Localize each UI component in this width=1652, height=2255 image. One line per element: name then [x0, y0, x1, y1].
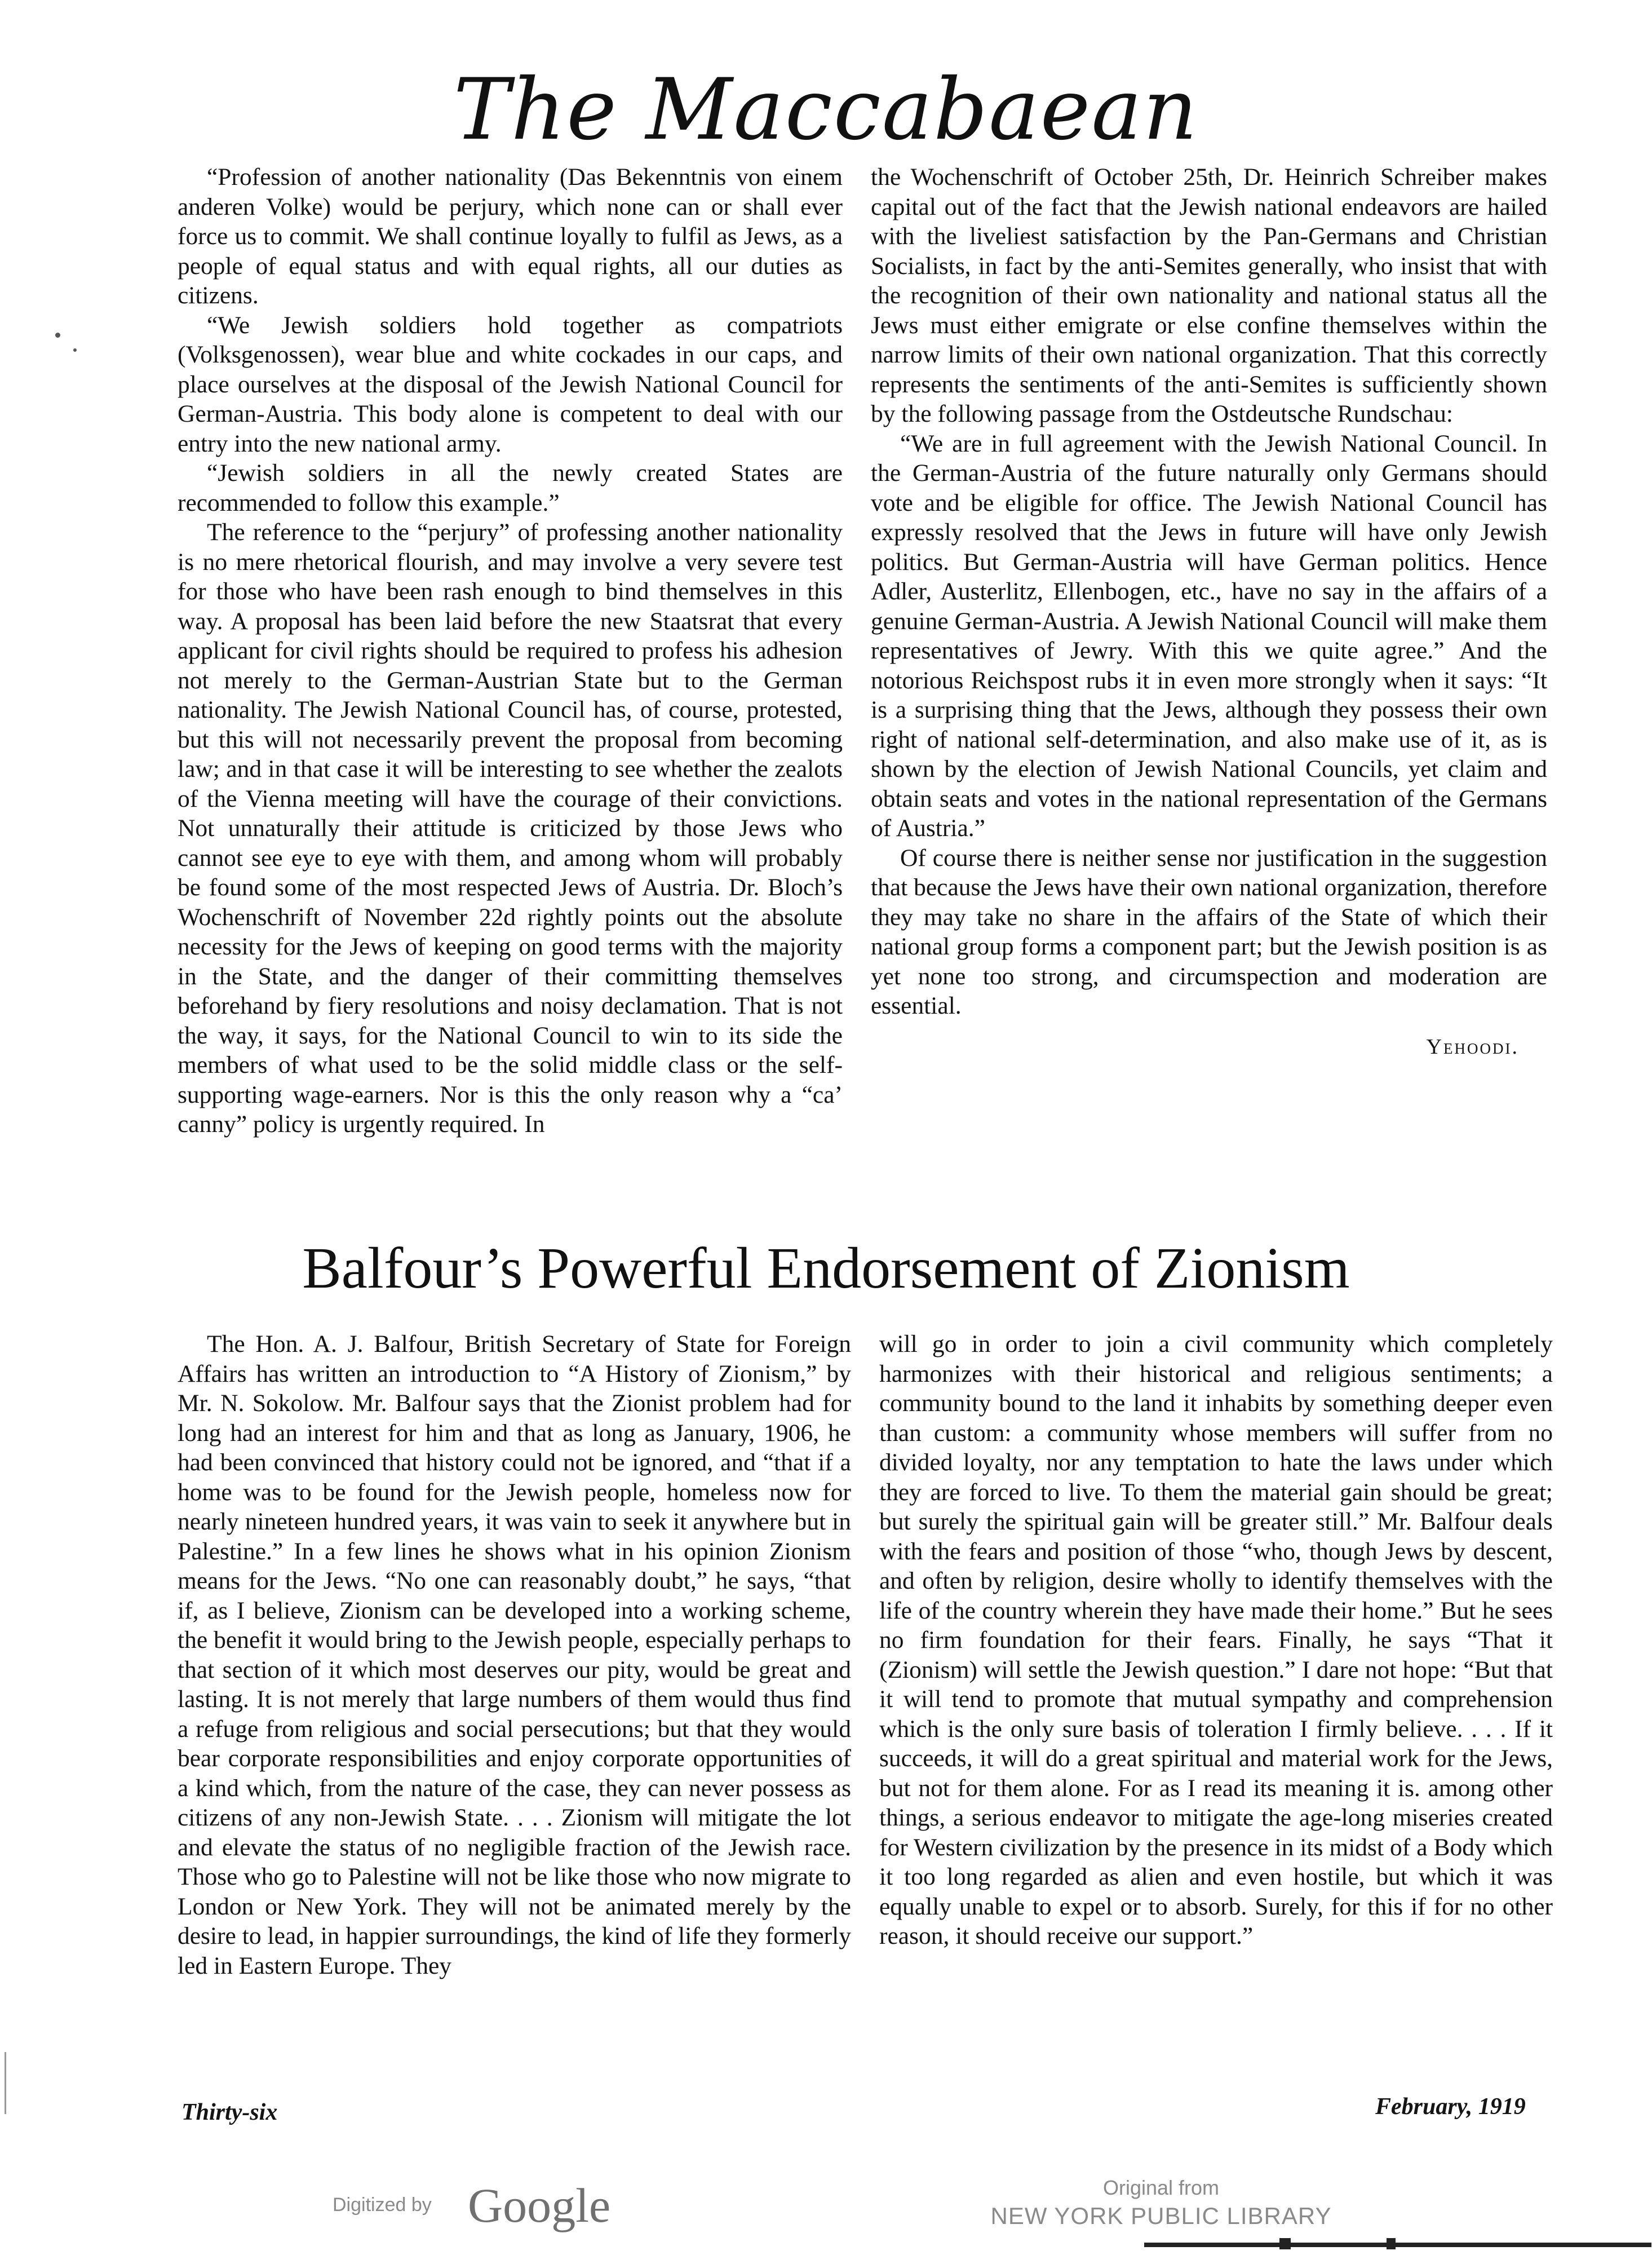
- paragraph: “We are in full agreement with the Jewish National Council. In the German-Austria of the future naturally only Germans should vote and be eligible for office. The Jewish National Council has expressly resolved that the Jews in future will have only Jewish politics. But German-Austria will have German politics. Hence Adler, Austerlitz, Ellenbogen, etc., have no say in the affairs of a genuine German-Austria. A Jewish National Council will make them representatives of Jewry. With this we quite agree.” And the notorious Reichspost rubs it in even more strongly when it says: “It is a surprising thing that the Jews, although they possess their own right of national self-determination, and also make use of it, as is shown by the election of Jewish National Councils, yet claim and obtain seats and votes in the national representation of the Germans of Austria.”: [871, 430, 1547, 842]
- article-one-column-left: [178, 162, 843, 1139]
- article-two-column-left: [178, 1329, 851, 1980]
- paragraph: will go in order to join a civil community which completely harmonizes with their historical and religious sentiments; a community bound to the land it inhabits by something deeper even than custom: a community whose members will suffer from no divided loyalty, nor any temptation to hate the laws under which they are forced to live. To them the material gain should be great; but surely the spiritual gain will be greater still.” Mr. Balfour deals with the fears and position of those “who, though Jews by descent, and often by religion, desire wholly to identify themselves with the life of the country wherein they have made their home.” But he sees no firm foundation for their fears. Finally, he says “That it (Zionism) will settle the Jewish question.” I dare not hope: “But that it will tend to promote that mutual sympathy and comprehension which is the only sure basis of toleration I firmly believe. . . . If it succeeds, it will do a great spiritual and material work for the Jews, but not for them alone. For as I read its meaning it is. among other things, a serious endeavor to mitigate the age-long miseries created for Western civilization by the presence in its midst of a Body which it too long regarded as alien and even hostile, but which it was equally unable to expel or to absorb. Surely, for this if for no other reason, it should receive our support.”: [879, 1330, 1553, 1949]
- issue-date: February, 1919: [1375, 2094, 1526, 2120]
- paragraph: Of course there is neither sense nor justification in the suggestion that because the Jews have their own national organization, therefore they may take no share in the affairs of the State of which their national group forms a component part; but the Jewish position is as yet none too strong, and circumspection and moderation are essential.: [871, 844, 1547, 1019]
- article-two-column-right: [879, 1329, 1553, 1951]
- paragraph: “We Jewish soldiers hold together as compatriots (Volksgenossen), wear blue and white cockades in our caps, and place ourselves at the disposal of the Jewish National Council for German-Austria. This body alone is competent to deal with our entry into the new national army.: [178, 311, 843, 457]
- paragraph: the Wochenschrift of October 25th, Dr. Heinrich Schreiber makes capital out of the fact that the Jewish national endeavors are hailed with the liveliest satisfaction by the Pan-Germans and Christian Socialists, in fact by the anti-Semites generally, who insist that with the recognition of their own nationality and national status all the Jews must either emigrate or else confine themselves within the narrow limits of their own national organization. That this correctly represents the sentiments of the anti-Semites is sufficiently shown by the following passage from the Ostdeutsche Rundschau:: [871, 163, 1547, 427]
- scan-edge-mark: [1279, 2238, 1291, 2249]
- scan-edge-line: [1144, 2243, 1651, 2247]
- library-credit: [958, 2175, 1364, 2231]
- original-from-label: Original from: [1102, 2176, 1220, 2199]
- paragraph: “Profession of another nationality (Das Bekenntnis von einem anderen Volke) would be perjury, which none can or shall ever force us to commit. We shall continue loyally to fulfil as Jews, as a people of equal status and with equal rights, all our duties as citizens.: [178, 163, 843, 309]
- author-signature: Yehoodi.: [1426, 1034, 1519, 1059]
- paragraph: “Jewish soldiers in all the newly created States are recommended to follow this example.”: [178, 459, 843, 516]
- google-logo: Google: [468, 2178, 611, 2232]
- scan-speck: [73, 348, 77, 352]
- article-one-column-right: [871, 162, 1547, 1062]
- scan-margin-mark: [5, 2052, 6, 2114]
- page-number-label: Thirty-six: [181, 2099, 278, 2125]
- masthead-title: The Maccabaean: [453, 61, 1199, 159]
- digitized-by-watermark: [333, 2177, 682, 2234]
- library-name: NEW YORK PUBLIC LIBRARY: [990, 2203, 1332, 2229]
- article-headline: Balfour’s Powerful Endorsement of Zionism: [302, 1236, 1350, 1301]
- scan-edge-mark: [1387, 2238, 1396, 2249]
- paragraph: The reference to the “perjury” of professing another nationality is no mere rhetorical flourish, and may involve a very severe test for those who have been rash enough to bind themselves in this way. A proposal has been laid before the new Staatsrat that every applicant for civil rights should be required to profess his adhesion not merely to the German-Austrian State but to the German nationality. The Jewish National Council has, of course, protested, but this will not necessarily prevent the proposal from becoming law; and in that case it will be interesting to see whether the zealots of the Vienna meeting will have the courage of their convictions. Not unnaturally their attitude is criticized by those Jews who cannot see eye to eye with them, and among whom will probably be found some of the most respected Jews of Austria. Dr. Bloch’s Wochenschrift of November 22d rightly points out the absolute necessity for the Jews of keeping on good terms with the majority in the State, and the danger of their committing themselves beforehand by fiery resolutions and noisy declamation. That is not the way, it says, for the National Council to win to its side the members of what used to be the solid middle class or the self-supporting wage-earners. Nor is this the only reason why a “ca’ canny” policy is urgently required. In: [178, 519, 843, 1138]
- paragraph: The Hon. A. J. Balfour, British Secretary of State for Foreign Affairs has written an introduction to “A History of Zionism,” by Mr. N. Sokolow. Mr. Balfour says that the Zionist problem had for long had an interest for him and that as long as January, 1906, he had been convinced that history could not be ignored, and “that if a home was to be found for the Jewish people, homeless now for nearly nineteen hundred years, it was vain to seek it anywhere but in Palestine.” In a few lines he shows what in his opinion Zionism means for the Jews. “No one can reasonably doubt,” he says, “that if, as I believe, Zionism can be developed into a working scheme, the benefit it would bring to the Jewish people, especially perhaps to that section of it which most deserves our pity, would be great and lasting. It is not merely that large numbers of them would thus find a refuge from religious and social persecutions; but that they would bear corporate responsibilities and enjoy corporate opportunities of a kind which, from the nature of the case, they can never possess as citizens of any non-Jewish State. . . . Zionism will mitigate the lot and elevate the status of no negligible fraction of the Jewish race. Those who go to Palestine will not be like those who now migrate to London or New York. They will not be animated merely by the desire to lead, in happier surroundings, the kind of life they formerly led in Eastern Europe. They: [178, 1330, 851, 1979]
- digitized-prefix: Digitized by: [333, 2194, 432, 2216]
- scan-speck: [55, 333, 60, 338]
